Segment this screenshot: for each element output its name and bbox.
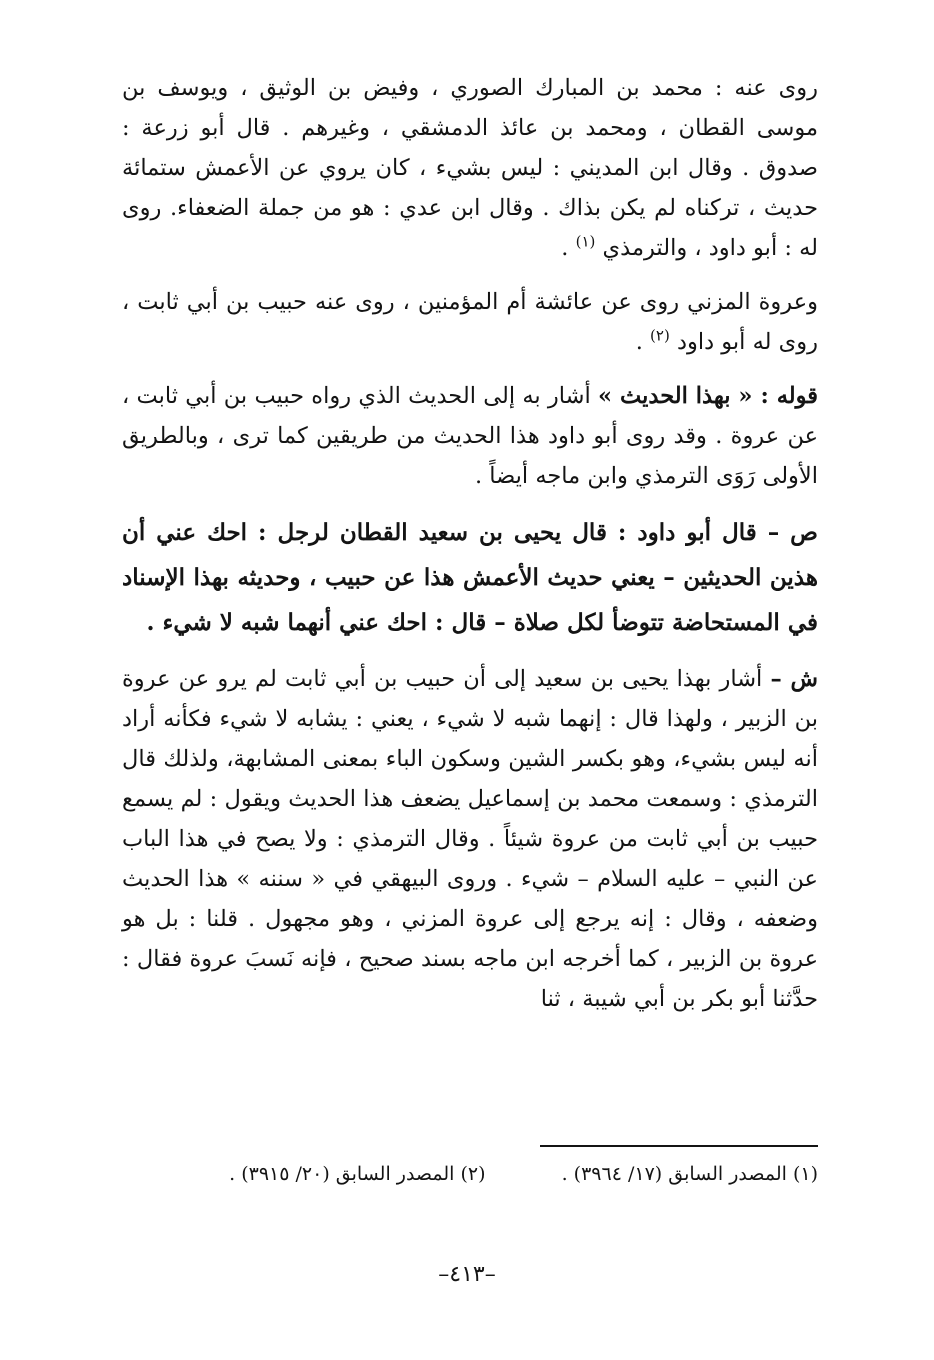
footnote-ref-1: (١) xyxy=(575,232,596,251)
footnote-2: (٢) المصدر السابق (٢٠/ ٣٩١٥) . xyxy=(229,1163,486,1185)
paragraph-text: وعروة المزني روى عن عائشة أم المؤمنين ، روى عنه حبيب بن أبي ثابت ، روى له أبو داود xyxy=(122,289,819,355)
main-text xyxy=(122,68,818,1033)
paragraph-text: روى عنه : محمد بن المبارك الصوري ، وفيض بن الوثيق ، ويوسف بن موسى القطان ، ومحمد بن عائذ الدمشقي ، وغيرهم . قال أبو زرعة : صدوق . وقال ابن المديني : ليس بشيء ، كان يروي عن الأعمش ستمائة حديث ، تركناه لم يكن بذاك . وقال ابن عدي : هو من جملة الضعفاء. روى له : أبو داود ، والترمذي xyxy=(122,75,818,261)
paragraph-narrator-bio xyxy=(122,68,818,268)
paragraph-end: . xyxy=(561,235,576,261)
paragraph-end: . xyxy=(635,329,651,355)
paragraph-text: أشار بهذا يحيى بن سعيد إلى أن حبيب بن أبي ثابت لم يرو عن عروة بن الزبير ، ولهذا قال : إنهما شبه لا شيء ، يعني : يشابه لا شيء فكأنه أراد أنه ليس بشيء، وهو بكسر الشين وسكون الباء بمعنى المشابهة، ولذلك قال الترمذي : وسمعت محمد بن إسماعيل يضعف هذا الحديث ويقول : لم يسمع حبيب بن أبي ثابت من عروة شيئاً . وقال الترمذي : ولا يصح في هذا الباب عن النبي – عليه السلام – شيء . وروى البيهقي في « سننه » هذا الحديث وضعفه ، وقال : إنه يرجع إلى عروة المزني ، وهو مجهول . قلنا : بل هو عروة بن الزبير ، كما أخرجه ابن ماجه بسند صحيح ، فإنه نَسبَ عروة فقال : حدَّثنا أبو بكر بن أبي شيبة ، ثنا xyxy=(122,666,818,1012)
footnote-ref-2: (٢) xyxy=(650,326,670,345)
explanation-lead: ش – xyxy=(770,666,818,692)
paragraph-text: أشار به إلى الحديث الذي رواه حبيب بن أبي ثابت ، عن عروة . وقد روى أبو داود هذا الحديث من طريقين كما ترى ، وبالطريق الأولى رَوَى الترمذي وابن ماجه أيضاً . xyxy=(122,383,818,489)
footnote-divider xyxy=(540,1145,818,1147)
paragraph-urwa-muzani xyxy=(122,282,818,362)
paragraph-source-text xyxy=(122,510,818,645)
commentary-lead: قوله : « بهذا الحديث » xyxy=(598,383,818,409)
paragraph-explanation xyxy=(122,659,818,1019)
footnotes xyxy=(122,1160,818,1188)
page-number: –٤١٣– xyxy=(438,1262,496,1287)
paragraph-commentary-hadith xyxy=(122,376,818,496)
footnote-1: (١) المصدر السابق (١٧/ ٣٩٦٤) . xyxy=(561,1163,818,1185)
paragraph-text: ص – قال أبو داود : قال يحيى بن سعيد القطان لرجل : احك عني أن هذين الحديثين – يعني حديث الأعمش هذا عن حبيب ، وحديثه بهذا الإسناد في المستحاضة تتوضأ لكل صلاة – قال : احك عني أنهما شبه لا شيء . xyxy=(122,519,818,636)
